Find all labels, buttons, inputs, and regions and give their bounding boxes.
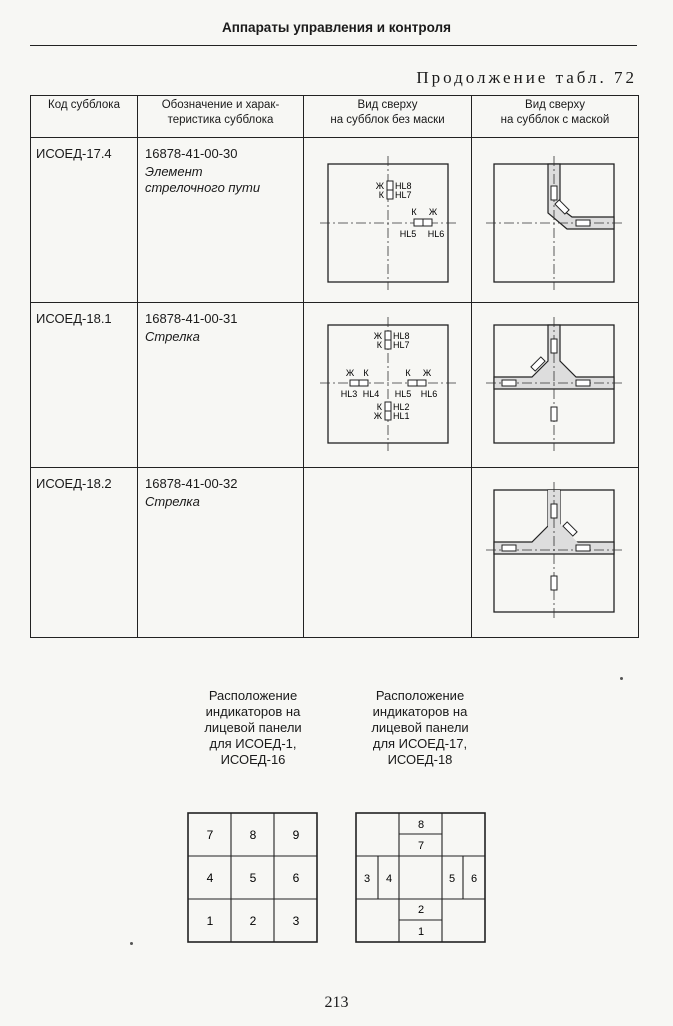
svg-text:HL5: HL5 — [394, 389, 412, 399]
indicator-grid-isoed-17-18 — [353, 810, 488, 945]
svg-text:Ж: Ж — [375, 181, 384, 191]
svg-text:HL4: HL4 — [362, 389, 380, 399]
subblock-diagram-mask-18-2 — [472, 468, 639, 633]
view-no-mask-cell — [304, 138, 472, 303]
col-header-designation: Обозначение и харак- теристика субблока — [138, 96, 304, 138]
view-no-mask-cell — [304, 468, 472, 638]
svg-text:1: 1 — [417, 926, 425, 938]
svg-text:1: 1 — [206, 914, 214, 928]
svg-text:HL1: HL1 — [393, 411, 410, 421]
subblock-diagram-mask-17-4 — [472, 138, 639, 298]
view-no-mask-cell — [304, 303, 472, 468]
svg-text:6: 6 — [470, 873, 478, 885]
table-header-row — [31, 96, 639, 138]
subblock-table — [30, 95, 639, 638]
header-rule — [30, 45, 637, 46]
svg-text:8: 8 — [249, 828, 257, 842]
svg-text:HL6: HL6 — [420, 389, 438, 399]
svg-text:5: 5 — [249, 871, 257, 885]
svg-text:Ж: Ж — [373, 331, 382, 341]
subblock-diagram-no-mask-17-4 — [304, 138, 472, 298]
table-row — [31, 468, 639, 638]
table-row — [31, 138, 639, 303]
svg-text:9: 9 — [292, 828, 300, 842]
svg-text:4: 4 — [206, 871, 214, 885]
indicator-grid-isoed-1-16 — [185, 810, 320, 945]
svg-text:Ж: Ж — [373, 411, 382, 421]
row-designation-cell: 16878-41-00-31 Стрелка — [138, 303, 304, 468]
table-continuation: Продолжение табл. 72 — [416, 68, 637, 87]
svg-text:HL8: HL8 — [393, 331, 410, 341]
svg-text:3: 3 — [363, 873, 371, 885]
subblock-diagram-mask-18-1 — [472, 303, 639, 463]
svg-text:4: 4 — [385, 873, 393, 885]
view-mask-cell — [472, 468, 639, 638]
print-speck — [620, 677, 623, 680]
svg-text:К: К — [378, 190, 384, 200]
svg-text:HL8: HL8 — [395, 181, 412, 191]
svg-text:3: 3 — [292, 914, 300, 928]
row-code-cell: ИСОЕД-18.2 — [31, 468, 138, 638]
view-mask-cell — [472, 138, 639, 303]
page-number: 213 — [324, 994, 349, 1011]
svg-text:К: К — [411, 207, 417, 217]
svg-text:2: 2 — [417, 904, 425, 916]
svg-text:6: 6 — [292, 871, 300, 885]
svg-text:2: 2 — [249, 914, 257, 928]
svg-text:HL5: HL5 — [399, 229, 417, 239]
svg-text:К: К — [405, 368, 411, 378]
svg-text:К: К — [363, 368, 369, 378]
svg-text:7: 7 — [206, 828, 214, 842]
svg-text:8: 8 — [417, 819, 425, 831]
view-mask-cell — [472, 303, 639, 468]
col-header-code: Код субблока — [31, 96, 138, 138]
svg-text:5: 5 — [448, 873, 456, 885]
col-header-view-mask: Вид сверху на субблок с маской — [472, 96, 639, 138]
svg-text:7: 7 — [417, 840, 425, 852]
svg-text:Ж: Ж — [345, 368, 355, 378]
row-designation-cell: 16878-41-00-30 Элемент стрелочного пути — [138, 138, 304, 303]
subblock-diagram-no-mask-18-1 — [304, 303, 472, 463]
svg-text:HL6: HL6 — [427, 229, 445, 239]
svg-text:Ж: Ж — [428, 207, 438, 217]
table-row — [31, 303, 639, 468]
caption-left: Расположение индикаторов на лицевой панели для ИСОЕД-1, ИСОЕД-16 — [204, 688, 302, 767]
svg-text:К: К — [376, 402, 382, 412]
running-head: Аппараты управления и контроля — [222, 20, 451, 35]
svg-text:Ж: Ж — [422, 368, 432, 378]
svg-text:К: К — [376, 340, 382, 350]
svg-text:HL7: HL7 — [393, 340, 410, 350]
svg-text:HL2: HL2 — [393, 402, 410, 412]
svg-text:HL3: HL3 — [340, 389, 358, 399]
print-speck — [130, 942, 133, 945]
caption-right: Расположение индикаторов на лицевой панели для ИСОЕД-17, ИСОЕД-18 — [371, 688, 469, 767]
row-code-cell: ИСОЕД-17.4 — [31, 138, 138, 303]
row-code-cell: ИСОЕД-18.1 — [31, 303, 138, 468]
col-header-view-no-mask: Вид сверху на субблок без маски — [304, 96, 472, 138]
svg-text:HL7: HL7 — [395, 190, 412, 200]
row-designation-cell: 16878-41-00-32 Стрелка — [138, 468, 304, 638]
